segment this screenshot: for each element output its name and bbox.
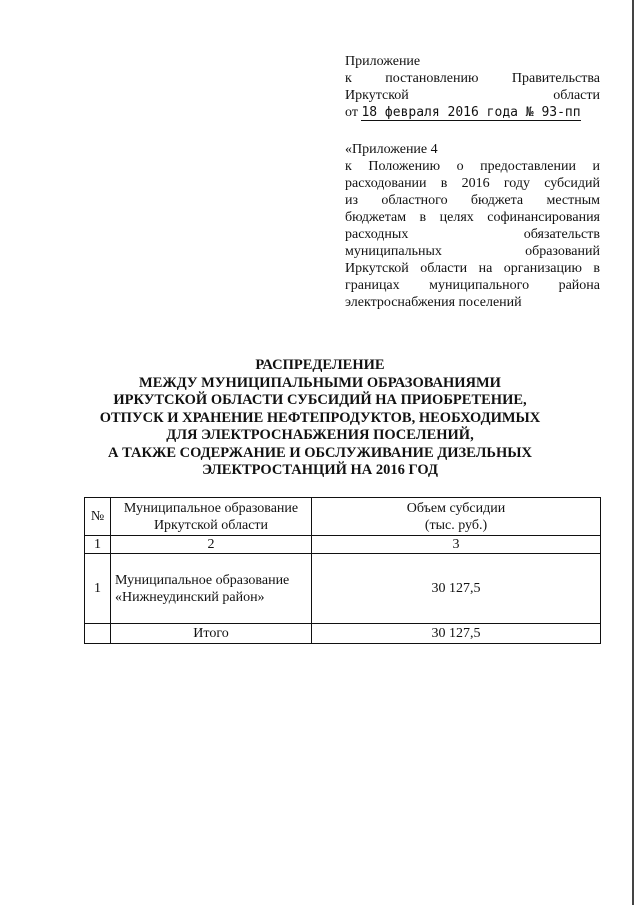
annex-text-line: муниципальных образований (345, 244, 600, 259)
title-line: МЕЖДУ МУНИЦИПАЛЬНЫМИ ОБРАЗОВАНИЯМИ (139, 374, 501, 391)
row-subsidy: 30 127,5 (312, 554, 601, 624)
header-word: постановлению (385, 71, 479, 86)
total-subsidy: 30 127,5 (312, 624, 601, 644)
row-municipality (111, 554, 312, 624)
header-word: Иркутской (345, 88, 409, 103)
row-municipality-line: «Нижнеудинский район» (115, 589, 265, 605)
header-municipality-line: Иркутской области (153, 517, 269, 533)
annex-header (345, 53, 600, 311)
annex-text-line: расходных обязательств (345, 227, 600, 242)
index-cell: 3 (312, 536, 601, 554)
header-word: области (553, 88, 600, 103)
annex-4-label: «Приложение 4 (345, 142, 438, 157)
table-index-row (85, 536, 601, 554)
total-label: Итого (111, 624, 312, 644)
header-line-3 (345, 87, 600, 104)
header-subsidy-line: Объем субсидии (406, 500, 506, 516)
header-line-1: Приложение (345, 54, 421, 69)
annex-text-line: расходовании в 2016 году субсидий (345, 176, 600, 191)
annex-text-line: Иркутской области на организацию в (345, 261, 600, 276)
annex-text-line: бюджетам в целях софинансирования (345, 210, 600, 225)
title-line: А ТАКЖЕ СОДЕРЖАНИЕ И ОБСЛУЖИВАНИЕ ДИЗЕЛЬНЫХ (107, 444, 533, 461)
header-municipality-line: Муниципальное образование (123, 500, 299, 516)
header-date-prefix: от (345, 105, 358, 120)
header-word: Правительства (511, 71, 600, 86)
header-date-line (345, 104, 600, 121)
annex-text-line: из областного бюджета местным (345, 193, 600, 208)
table-header-row (85, 498, 601, 536)
index-cell: 2 (111, 536, 312, 554)
title-line: ОТПУСК И ХРАНЕНИЕ НЕФТЕПРОДУКТОВ, НЕОБХОДИМЫХ (99, 409, 541, 426)
index-cell: 1 (85, 536, 111, 554)
annex-text-line: границах муниципального района (345, 278, 600, 293)
row-num: 1 (85, 554, 111, 624)
title-line: ИРКУТСКОЙ ОБЛАСТИ СУБСИДИЙ НА ПРИОБРЕТЕНИЕ, (113, 392, 527, 408)
header-municipality (111, 498, 312, 536)
header-word: к (345, 71, 352, 86)
header-subsidy-line: (тыс. руб.) (424, 517, 488, 533)
total-num (85, 624, 111, 644)
annex-text-last-line: электроснабжения поселений (345, 295, 522, 310)
header-date-number: 18 февраля 2016 года № 93-пп (361, 105, 581, 120)
header-line-2 (345, 70, 600, 87)
document-title (80, 357, 560, 480)
annex-text-line: к Положению о предоставлении и (345, 159, 600, 174)
title-line: ЭЛЕКТРОСТАНЦИЙ НА 2016 ГОД (202, 462, 438, 478)
header-subsidy (312, 498, 601, 536)
table-total-row (85, 624, 601, 644)
title-line: РАСПРЕДЕЛЕНИЕ (255, 357, 385, 373)
table-row (85, 554, 601, 624)
page-edge-shadow (632, 0, 634, 905)
header-num: № (85, 498, 111, 536)
distribution-table (84, 497, 601, 644)
row-municipality-line: Муниципальное образование (115, 572, 290, 588)
title-line: ДЛЯ ЭЛЕКТРОСНАБЖЕНИЯ ПОСЕЛЕНИЙ, (166, 427, 474, 443)
